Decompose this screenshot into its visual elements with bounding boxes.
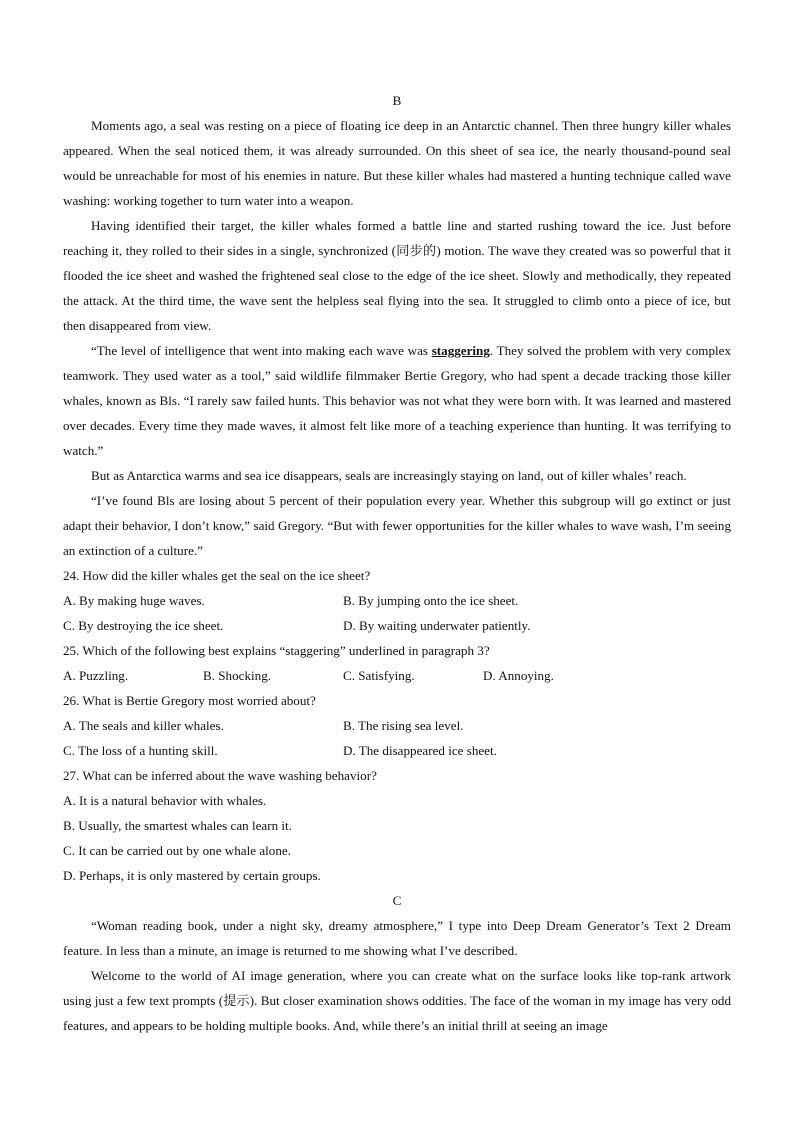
passage-b-paragraph-1: Moments ago, a seal was resting on a piece of floating ice deep in an Antarctic channel. Then three hungry killer whales appeared. When the seal noticed them, it was already surrounded. On this sheet of sea ice, the nearly thousand-pound seal would be unreachable for most of his enemies in nature. But these killer whales had mastered a hunting technique called wave washing: working together to turn water into a weapon. [63, 118, 731, 208]
question-25-options [63, 663, 731, 688]
passage-b-paragraph-2: Having identified their target, the killer whales formed a battle line and started rushing toward the ice. Just before reaching it, they rolled to their sides in a single, synchronized (同步的) motion. The wave they created was so powerful that it flooded the ice sheet and washed the frightened seal close to the edge of the ice sheet. Slowly and methodically, they repeated the attack. At the third time, the wave sent the helpless seal flying into the sea. It struggled to climb onto a piece of ice, but then disappeared from view. [63, 218, 731, 333]
paragraph-3-rest-text: . They solved the problem with very complex teamwork. They used water as a tool,” said wildlife filmmaker Bertie Gregory, who had spent a decade tracking those killer whales, known as Bls. “I rarely saw failed hunts. This behavior was not what they were born with. It was learned and mastered over decades. Every time they made waves, it almost felt like more of a teaching experience than hunting. It was terrifying to watch.” [63, 343, 731, 458]
question-26-option-b: B. The rising sea level. [343, 718, 464, 733]
question-25-option-c: C. Satisfying. [343, 668, 415, 683]
exam-page [63, 88, 731, 1038]
question-25-option-d: D. Annoying. [483, 668, 554, 683]
question-24-option-b: B. By jumping onto the ice sheet. [343, 593, 519, 608]
question-26-option-a: A. The seals and killer whales. [63, 718, 224, 733]
section-b-title: B [392, 93, 402, 108]
question-24-option-c: C. By destroying the ice sheet. [63, 618, 224, 633]
question-27-option-b: B. Usually, the smartest whales can learn it. [63, 818, 292, 833]
question-25-option-b: B. Shocking. [203, 668, 272, 683]
question-26-options-row-2 [63, 738, 731, 763]
question-24-option-d: D. By waiting underwater patiently. [343, 618, 531, 633]
passage-b-paragraph-3 [63, 338, 731, 463]
question-27-option-c: C. It can be carried out by one whale alone. [63, 843, 291, 858]
section-c-title: C [392, 893, 402, 908]
question-24-stem: 24. How did the killer whales get the seal on the ice sheet? [63, 568, 371, 583]
passage-b-paragraph-5: “I’ve found Bls are losing about 5 percent of their population every year. Whether this subgroup will go extinct or just adapt their behavior, I don’t know,” said Gregory. “But with fewer opportunities for the killer whales to wave wash, I’m seeing an extinction of a culture.” [63, 493, 731, 558]
underlined-keyword: staggering [431, 343, 490, 358]
question-26-option-d: D. The disappeared ice sheet. [343, 743, 497, 758]
question-26-stem: 26. What is Bertie Gregory most worried about? [63, 693, 316, 708]
question-24-options-row-1 [63, 588, 731, 613]
passage-c-paragraph-1: “Woman reading book, under a night sky, dreamy atmosphere,” I type into Deep Dream Generator’s Text 2 Dream feature. In less than a minute, an image is returned to me showing what I’ve described. [63, 918, 731, 958]
question-27-option-d: D. Perhaps, it is only mastered by certain groups. [63, 868, 321, 883]
question-25-stem: 25. Which of the following best explains “staggering” underlined in paragraph 3? [63, 643, 490, 658]
passage-b-paragraph-4: But as Antarctica warms and sea ice disappears, seals are increasingly staying on land, out of killer whales’ reach. [91, 468, 687, 483]
question-25-option-a: A. Puzzling. [63, 668, 129, 683]
question-26-option-c: C. The loss of a hunting skill. [63, 743, 218, 758]
question-24-option-a: A. By making huge waves. [63, 593, 205, 608]
question-24-options-row-2 [63, 613, 731, 638]
question-26-options-row-1 [63, 713, 731, 738]
passage-c-paragraph-2: Welcome to the world of AI image generation, where you can create what on the surface looks like top-rank artwork using just a few text prompts (提示). But closer examination shows oddities. The face of the woman in my image has very odd features, and appears to be holding multiple books. And, while there’s an initial thrill at seeing an image [63, 968, 731, 1033]
paragraph-3-lead-text: “The level of intelligence that went into making each wave was [91, 343, 432, 358]
question-27-stem: 27. What can be inferred about the wave washing behavior? [63, 768, 377, 783]
question-27-option-a: A. It is a natural behavior with whales. [63, 793, 267, 808]
